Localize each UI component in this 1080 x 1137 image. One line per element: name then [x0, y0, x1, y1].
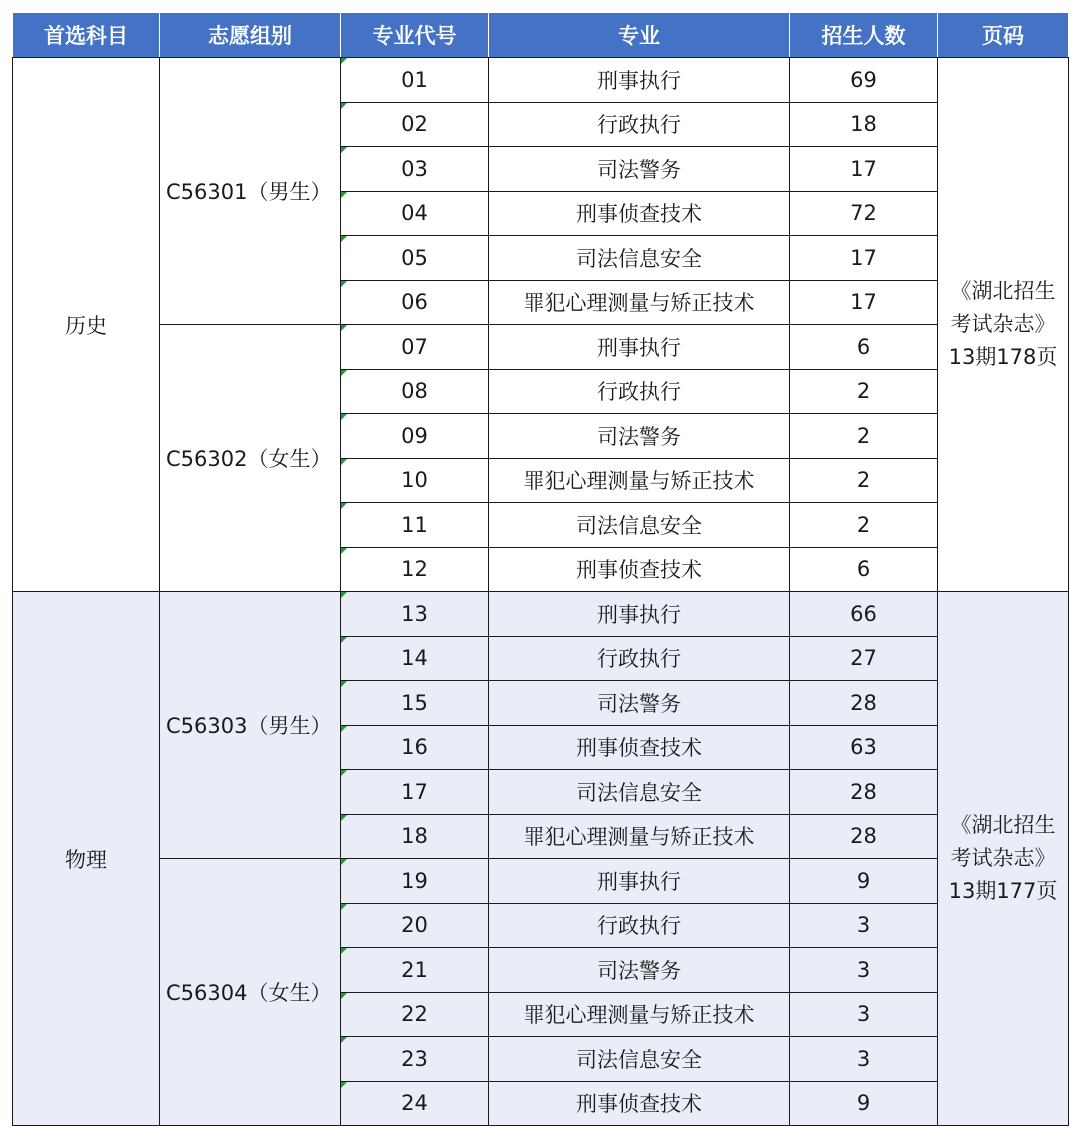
major-cell: 司法信息安全 [489, 236, 790, 281]
major-code-cell: 02 [341, 102, 489, 147]
major-cell: 刑事侦查技术 [489, 725, 790, 770]
major-code-cell: 05 [341, 236, 489, 281]
page-reference-line: 13期178页 [948, 345, 1058, 369]
enrollment-count-cell: 3 [790, 948, 938, 993]
major-cell: 罪犯心理测量与矫正技术 [489, 814, 790, 859]
major-code-cell: 04 [341, 191, 489, 236]
major-cell: 司法信息安全 [489, 1037, 790, 1082]
header-major: 专业 [489, 13, 790, 58]
enrollment-count-cell: 28 [790, 814, 938, 859]
major-cell: 行政执行 [489, 369, 790, 414]
major-cell: 行政执行 [489, 102, 790, 147]
page-reference-cell [938, 58, 1069, 592]
major-cell: 司法警务 [489, 948, 790, 993]
header-page: 页码 [938, 13, 1069, 58]
enrollment-count-cell: 3 [790, 992, 938, 1037]
major-cell: 行政执行 [489, 636, 790, 681]
enrollment-count-cell: 2 [790, 369, 938, 414]
enrollment-count-cell: 17 [790, 236, 938, 281]
major-cell: 刑事侦查技术 [489, 1081, 790, 1126]
table-row [13, 592, 1069, 637]
enrollment-count-cell: 28 [790, 681, 938, 726]
enrollment-count-cell: 3 [790, 1037, 938, 1082]
major-cell: 司法信息安全 [489, 770, 790, 815]
major-code-cell: 19 [341, 859, 489, 904]
enrollment-count-cell: 2 [790, 414, 938, 459]
major-code-cell: 24 [341, 1081, 489, 1126]
major-cell: 刑事执行 [489, 592, 790, 637]
enrollment-count-cell: 28 [790, 770, 938, 815]
major-cell: 行政执行 [489, 903, 790, 948]
page-reference-line: 考试杂志》 [950, 846, 1056, 870]
major-cell: 司法信息安全 [489, 503, 790, 548]
major-code-cell: 15 [341, 681, 489, 726]
enrollment-count-cell: 66 [790, 592, 938, 637]
header-row [13, 13, 1069, 58]
enrollment-count-cell: 2 [790, 458, 938, 503]
major-code-cell: 16 [341, 725, 489, 770]
major-code-cell: 20 [341, 903, 489, 948]
major-code-cell: 06 [341, 280, 489, 325]
table-row [13, 859, 1069, 904]
header-subject: 首选科目 [13, 13, 160, 58]
major-code-cell: 10 [341, 458, 489, 503]
group-cell: C56303（男生） [160, 592, 341, 859]
subject-cell: 物理 [13, 592, 160, 1126]
enrollment-count-cell: 18 [790, 102, 938, 147]
enrollment-count-cell: 9 [790, 1081, 938, 1126]
major-code-cell: 13 [341, 592, 489, 637]
major-cell: 罪犯心理测量与矫正技术 [489, 992, 790, 1037]
group-cell: C56301（男生） [160, 58, 341, 325]
group-cell: C56302（女生） [160, 325, 341, 592]
table-row [13, 58, 1069, 103]
major-code-cell: 14 [341, 636, 489, 681]
major-cell: 刑事执行 [489, 58, 790, 103]
page-reference-line: 13期177页 [948, 879, 1058, 903]
major-cell: 刑事执行 [489, 325, 790, 370]
major-cell: 罪犯心理测量与矫正技术 [489, 280, 790, 325]
major-code-cell: 12 [341, 547, 489, 592]
major-code-cell: 23 [341, 1037, 489, 1082]
enrollment-count-cell: 2 [790, 503, 938, 548]
enrollment-count-cell: 69 [790, 58, 938, 103]
header-enrollment: 招生人数 [790, 13, 938, 58]
major-code-cell: 01 [341, 58, 489, 103]
enrollment-count-cell: 63 [790, 725, 938, 770]
major-cell: 刑事侦查技术 [489, 547, 790, 592]
page-reference-line: 考试杂志》 [950, 312, 1056, 336]
enrollment-count-cell: 72 [790, 191, 938, 236]
major-code-cell: 17 [341, 770, 489, 815]
major-code-cell: 18 [341, 814, 489, 859]
major-cell: 司法警务 [489, 681, 790, 726]
page-reference-cell [938, 592, 1069, 1126]
enrollment-count-cell: 17 [790, 280, 938, 325]
page-reference-line: 《湖北招生 [950, 813, 1056, 837]
major-code-cell: 11 [341, 503, 489, 548]
major-code-cell: 09 [341, 414, 489, 459]
header-major-code: 专业代号 [341, 13, 489, 58]
major-code-cell: 22 [341, 992, 489, 1037]
enrollment-count-cell: 27 [790, 636, 938, 681]
table-row [13, 325, 1069, 370]
major-cell: 刑事执行 [489, 859, 790, 904]
major-code-cell: 03 [341, 147, 489, 192]
major-code-cell: 08 [341, 369, 489, 414]
admission-table-container [12, 12, 1068, 1126]
subject-cell: 历史 [13, 58, 160, 592]
major-code-cell: 07 [341, 325, 489, 370]
major-cell: 罪犯心理测量与矫正技术 [489, 458, 790, 503]
enrollment-count-cell: 3 [790, 903, 938, 948]
enrollment-count-cell: 17 [790, 147, 938, 192]
major-code-cell: 21 [341, 948, 489, 993]
page-reference-line: 《湖北招生 [950, 279, 1056, 303]
major-cell: 刑事侦查技术 [489, 191, 790, 236]
group-cell: C56304（女生） [160, 859, 341, 1126]
enrollment-count-cell: 9 [790, 859, 938, 904]
admission-table [12, 12, 1069, 1126]
enrollment-count-cell: 6 [790, 325, 938, 370]
table-body [13, 58, 1069, 1126]
major-cell: 司法警务 [489, 147, 790, 192]
major-cell: 司法警务 [489, 414, 790, 459]
enrollment-count-cell: 6 [790, 547, 938, 592]
header-group: 志愿组别 [160, 13, 341, 58]
